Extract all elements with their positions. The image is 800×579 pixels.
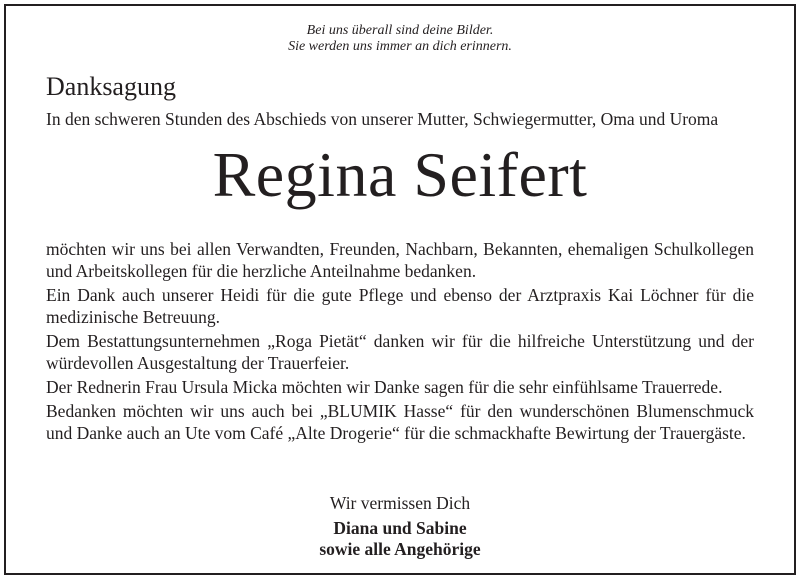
thanks-paragraph-funeral-home: Dem Bestattungsunternehmen „Roga Pietät“ danken wir für die hilfreiche Unterstützung und der würdevollen Ausgestaltung der Trauerfeier. bbox=[46, 331, 754, 373]
signature-line-1: Diana und Sabine bbox=[333, 518, 467, 538]
thanks-paragraph-speaker: Der Rednerin Frau Ursula Micka möchten wir Danke sagen für die sehr einfühlsame Trauerrede. bbox=[46, 377, 723, 397]
notice-heading: Danksagung bbox=[46, 72, 176, 101]
thanks-body bbox=[46, 238, 754, 446]
motto-line-2: Sie werden uns immer an dich erinnern. bbox=[288, 39, 512, 54]
thanks-paragraph-relatives: möchten wir uns bei allen Verwandten, Freunden, Nachbarn, Bekannten, ehemaligen Schulkollegen und Arbeitskollegen für die herzliche Anteilnahme bedanken. bbox=[46, 239, 754, 281]
signatures bbox=[0, 518, 800, 560]
intro-text: In den schweren Stunden des Abschieds von unserer Mutter, Schwiegermutter, Oma und Uroma bbox=[46, 109, 719, 129]
thanks-paragraph-flowers-catering: Bedanken möchten wir uns auch bei „BLUMIK Hasse“ für den wunderschönen Blumenschmuck und Danke auch an Ute vom Café „Alte Drogerie“ für die schmackhafte Bewirtung der Trauergäste. bbox=[46, 401, 754, 443]
closing-line: Wir vermissen Dich bbox=[329, 493, 471, 513]
thanks-paragraph-care: Ein Dank auch unserer Heidi für die gute Pflege und ebenso der Arztpraxis Kai Löchner für die medizinische Betreuung. bbox=[46, 285, 754, 327]
motto-line-1: Bei uns überall sind deine Bilder. bbox=[306, 23, 494, 38]
deceased-name: Regina Seifert bbox=[212, 139, 588, 210]
signature-line-2: sowie alle Angehörige bbox=[319, 539, 481, 559]
